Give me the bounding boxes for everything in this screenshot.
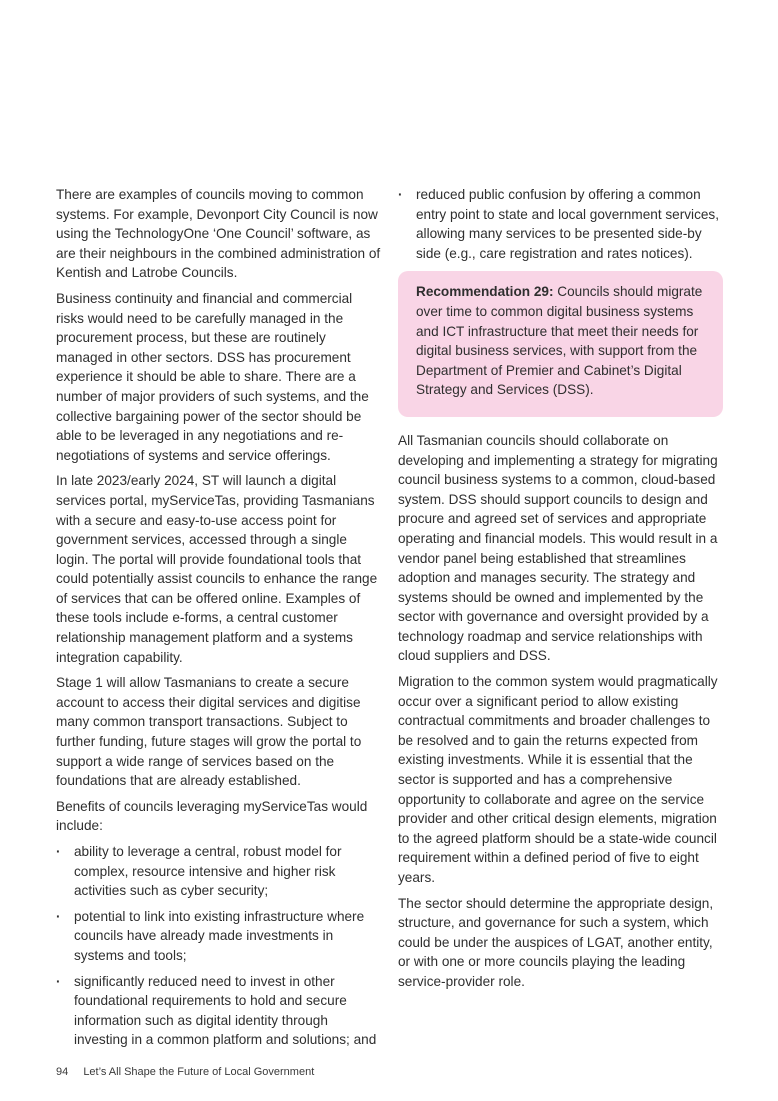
recommendation-text: Councils should migrate over time to common digital business systems and ICT infrastructure that meet their needs for digital business services, with support from the Department of Premier and Cabinet’s Digital Strategy and Services (DSS). bbox=[416, 284, 703, 398]
paragraph-migration-period: Migration to the common system would pragmatically occur over a significant period to allow existing contractual commitments and broader challenges to be resolved and to gain the returns expected from existing investments. While it is essential that the sector is supported and has a comprehensive opportunity to collaborate and agree on the service provider and other critical design elements, migration to the agreed platform should be a state-wide council requirement within a defined period of five to eight years. bbox=[398, 674, 718, 885]
paragraph-collaboration-strategy: All Tasmanian councils should collaborate on developing and implementing a strategy for migrating council business systems to a common, cloud-based system. DSS should support councils to design and procure and agreed set of services and appropriate operating and financial models. This would result in a vendor panel being established that streamlines adoption and manages security. The strategy and systems should be owned and implemented by the sector with governance and oversight provided by a technology roadmap and service relationships with cloud suppliers and DSS. bbox=[398, 432, 718, 664]
paragraph-common-systems-examples: There are examples of councils moving to common systems. For example, Devonport City Council is now using the TechnologyOne ‘One Council’ software, as are their neighbours in the combined administration of Kentish and Latrobe Councils. bbox=[56, 187, 381, 281]
paragraph-stage-one: Stage 1 will allow Tasmanians to create a secure account to access their digital services and digitise many common transport transactions. Subject to further funding, future stages will grow the portal to support a wide range of services based on the foundations that are already established. bbox=[56, 675, 362, 789]
benefits-list-continued bbox=[398, 185, 723, 263]
page-footer bbox=[56, 1066, 314, 1078]
list-item: · ability to leverage a central, robust model for complex, resource intensive and higher risk activities such as cyber security; bbox=[56, 842, 382, 901]
left-column bbox=[56, 185, 382, 1056]
list-item: · potential to link into existing infrastructure where councils have already made investments in systems and tools; bbox=[56, 907, 382, 966]
document-title: Let’s All Shape the Future of Local Government bbox=[83, 1066, 315, 1078]
paragraph-benefits-intro: Benefits of councils leveraging myServiceTas would include: bbox=[56, 798, 368, 834]
paragraph-myservicetas-launch: In late 2023/early 2024, ST will launch a digital services portal, myServiceTas, providing Tasmanians with a secure and easy-to-use access point for government services, accessed through a single login. The portal will provide foundational tools that could potentially assist councils to enhance the range of services that can be offered online. Examples of these tools include e-forms, a central customer relationship management platform and a systems integration capability. bbox=[56, 473, 378, 665]
recommendation-label: Recommendation 29: bbox=[416, 284, 554, 300]
benefits-list bbox=[56, 842, 382, 1050]
list-item: · reduced public confusion by offering a common entry point to state and local government services, allowing many services to be presented side-by side (e.g., care registration and rates notices). bbox=[398, 185, 723, 263]
list-item: · significantly reduced need to invest in other foundational requirements to hold and secure information such as digital identity through investing in a common platform and solutions; and bbox=[56, 972, 382, 1050]
page-number: 94 bbox=[56, 1066, 69, 1078]
paragraph-sector-governance: The sector should determine the appropriate design, structure, and governance for such a system, which could be under the auspices of LGAT, another entity, or with one or more councils playing the leading service-provider role. bbox=[398, 895, 714, 989]
recommendation-box bbox=[398, 271, 723, 417]
right-column bbox=[398, 185, 723, 998]
paragraph-business-continuity: Business continuity and financial and commercial risks would need to be carefully managed in the procurement process, but these are routinely managed in other sectors. DSS has procurement experience it should be able to share. There are a number of major providers of such systems, and the collective bargaining power of the sector should be able to be leveraged in any negotiations and re-negotiations of systems and service offerings. bbox=[56, 290, 369, 463]
